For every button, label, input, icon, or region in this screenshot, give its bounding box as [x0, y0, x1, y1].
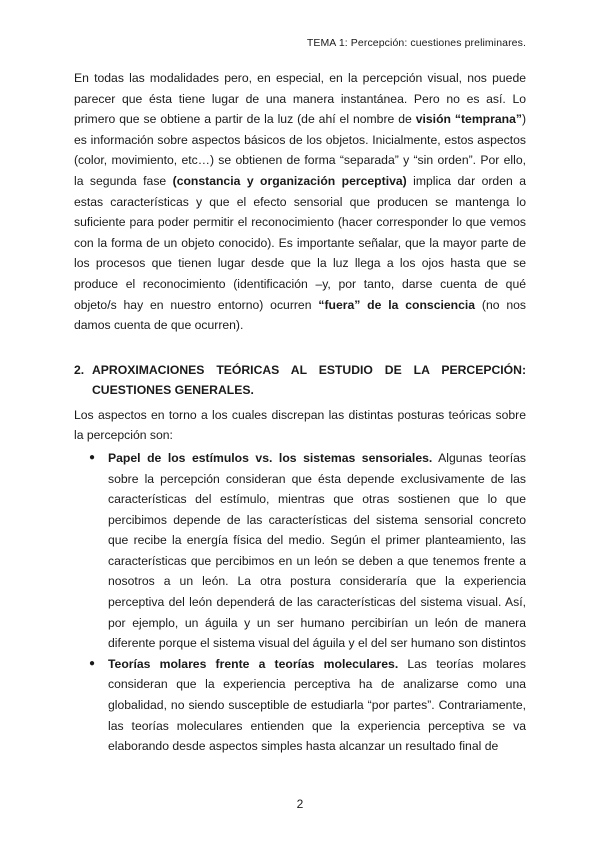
running-header: TEMA 1: Percepción: cuestiones preliminares. [306, 37, 526, 49]
paragraph-text: En todas las modalidades pero, en especial, en la percepción visual, nos puede parecer que ésta tiene lugar de una manera instantánea. Pero no es así. Lo primero que se obtiene a partir de la luz (de ahí el nombre de [74, 71, 526, 127]
list-item-text [108, 448, 526, 654]
list-item-body: Las teorías molares consideran que la experiencia perceptiva ha de analizarse como una globalidad, no siendo susceptible de estudiarla “por partes”. Contrariamente, las teorías moleculares entienden que la experiencia perceptiva se va elaborando desde aspectos simples hasta alcanzar un resultado final de [108, 656, 526, 754]
list-item [74, 448, 526, 654]
paragraph-text: implica dar orden a estas características y que el efecto sensorial que producen se mantenga lo suficiente para poder permitir el reconocimiento (hacer corresponder lo que vemos con la forma de un objeto conocido). Es importante señalar, que la mayor parte de los procesos que tienen lugar desde que la luz llega a los ojos hasta que se produce el reconocimiento (identificación –y, por tanto, darse cuenta de qué objeto/s hay en nuestro entorno) ocurren [74, 173, 526, 312]
section-heading [74, 360, 526, 400]
list-item-text [108, 654, 526, 757]
bold-term: (constancia y organización perceptiva) [172, 173, 407, 188]
bullet-icon: ● [89, 657, 96, 669]
paragraph-text: ) es información sobre aspectos básicos de los objetos. Inicialmente, estos aspectos (color, movimiento, etc…) se obtienen de forma “separada” y “sin orden”. Por ello, la segunda fase [74, 112, 527, 188]
paragraph-intro [74, 68, 526, 336]
bold-term: visión “temprana” [415, 112, 522, 127]
page-body [74, 68, 526, 757]
section-number: 2. [74, 362, 85, 377]
list-item-body: Algunas teorías sobre la percepción consideran que ésta depende exclusivamente de las características del estímulo, mientras que otras sostienen que lo que percibimos depende de las características del sistema sensorial concreto que recibe la energía física del medio. Según el primer planteamiento, las características que percibimos en un león se deben a que tenemos frente a nosotros a un león. La otra postura consideraría que la experiencia perceptiva del león dependerá de las características del sistema visual. Así, por ejemplo, un águila y un ser humano percibirían un león de manera diferente porque el sistema visual del águila y el del ser humano son distintos [108, 450, 526, 651]
page-number: 2 [296, 797, 304, 811]
paragraph-text: (no nos damos cuenta de que ocurren). [74, 297, 527, 333]
section-intro: Los aspectos en torno a los cuales discrepan las distintas posturas teóricas sobre la percepción son: [74, 407, 526, 443]
section-title: APROXIMACIONES TEÓRICAS AL ESTUDIO DE LA PERCEPCIÓN: CUESTIONES GENERALES. [92, 362, 526, 397]
bold-term: “fuera” de la consciencia [318, 297, 476, 312]
bullet-list [74, 448, 526, 757]
list-item-title: Papel de los estímulos vs. los sistemas sensoriales. [108, 450, 433, 465]
list-item-title: Teorías molares frente a teorías moleculares. [108, 656, 399, 671]
bullet-icon: ● [89, 451, 96, 463]
list-item [74, 654, 526, 757]
